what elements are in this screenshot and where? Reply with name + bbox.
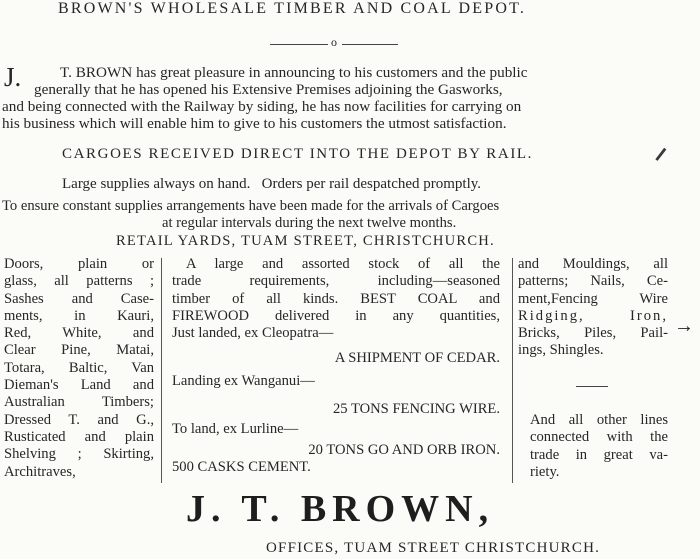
other-lines-line: riety. bbox=[530, 463, 560, 480]
margin-pencil-mark-middle: → bbox=[674, 315, 694, 337]
offices-line: OFFICES, TUAM STREET CHRISTCHURCH. bbox=[266, 540, 601, 556]
supplies-line-1: Large supplies always on hand. Orders per rail despatched promptly. bbox=[62, 176, 482, 192]
left-col-line: Doors, plain or bbox=[4, 256, 154, 272]
right-col-line: Ridging, Iron, bbox=[518, 307, 668, 324]
column-rule-right bbox=[512, 258, 513, 483]
iron-line: 20 TONS GO AND ORB IRON. bbox=[308, 441, 500, 458]
middle-col-line: A large and assorted stock of all the bbox=[186, 256, 500, 272]
intro-line-1: T. BROWN has great pleasure in announcing to his customers and the public bbox=[60, 64, 528, 81]
left-col-line: Rusticated and plain bbox=[4, 428, 154, 445]
wanganui-line: Landing ex Wanganui— bbox=[172, 372, 315, 389]
cement-line: 500 CASKS CEMENT. bbox=[172, 458, 311, 475]
left-col-line: Red, White, and bbox=[4, 325, 154, 342]
left-col-line: Totara, Baltic, Van bbox=[4, 359, 154, 376]
left-col-line: Dressed T. and G., bbox=[4, 411, 154, 428]
ornament-rule-left bbox=[270, 44, 328, 45]
left-col-line: Sashes and Case- bbox=[4, 290, 154, 307]
drop-initial: J. bbox=[4, 62, 22, 92]
supplies-line-2: To ensure constant supplies arrangements have been made for the arrivals of Cargoes bbox=[2, 198, 500, 214]
ornament-rule-right bbox=[342, 44, 398, 45]
column-rule-left bbox=[161, 258, 162, 483]
left-col-line: ments, in Kauri, bbox=[4, 307, 154, 324]
margin-pencil-mark-top: ⹝ bbox=[645, 126, 675, 178]
left-col-line: Architraves, bbox=[4, 463, 76, 480]
right-column-divider bbox=[576, 386, 608, 387]
middle-col-line: FIREWOOD delivered in any quantities, bbox=[172, 307, 500, 324]
ornament-mark: o bbox=[331, 35, 337, 49]
other-lines-line: trade in great va- bbox=[530, 446, 668, 463]
advert-title: BROWN'S WHOLESALE TIMBER AND COAL DEPOT. bbox=[58, 0, 527, 17]
right-col-line: ings, Shingles. bbox=[518, 342, 604, 359]
middle-col-line: trade requirements, including—seasoned bbox=[172, 273, 500, 290]
retail-yards-heading: RETAIL YARDS, TUAM STREET, CHRISTCHURCH. bbox=[116, 233, 495, 249]
left-col-line: Shelving ; Skirting, bbox=[4, 446, 154, 463]
intro-line-2: generally that he has opened his Extensive Premises adjoining the Gasworks, bbox=[34, 81, 503, 98]
fencing-wire-line: 25 TONS FENCING WIRE. bbox=[332, 401, 500, 418]
right-column-other-lines bbox=[530, 412, 668, 481]
middle-col-line: Just landed, ex Cleopatra— bbox=[172, 325, 334, 342]
left-col-line: glass, all patterns ; bbox=[4, 273, 154, 290]
left-col-line: Dieman's Land and bbox=[4, 377, 154, 394]
intro-line-4: his business which will enable him to give to his customers the utmost satisfaction. bbox=[2, 115, 507, 132]
right-col-line: and Mouldings, all bbox=[518, 256, 668, 272]
brown-signature: J. T. BROWN, bbox=[186, 488, 495, 530]
middle-column bbox=[172, 256, 500, 476]
lurline-line: To land, ex Lurline— bbox=[172, 421, 299, 438]
left-column bbox=[4, 256, 154, 481]
intro-line-3: and being connected with the Railway by siding, he has now facilities for carrying on bbox=[2, 98, 522, 115]
cargoes-heading: CARGOES RECEIVED DIRECT INTO THE DEPOT BY RAIL. bbox=[62, 146, 534, 162]
left-col-line: Clear Pine, Matai, bbox=[4, 342, 154, 359]
right-col-line: Bricks, Piles, Pail- bbox=[518, 325, 668, 342]
other-lines-line: And all other lines bbox=[530, 412, 668, 428]
right-column bbox=[518, 256, 668, 360]
right-col-line: ment,Fencing Wire bbox=[518, 290, 668, 307]
supplies-line-3: at regular intervals during the next twelve months. bbox=[162, 215, 457, 231]
other-lines-line: connected with the bbox=[530, 429, 668, 446]
right-col-line: patterns; Nails, Ce- bbox=[518, 273, 668, 290]
cedar-shipment: A SHIPMENT OF CEDAR. bbox=[334, 350, 500, 367]
middle-col-line: timber of all kinds. BEST COAL and bbox=[172, 290, 500, 307]
left-col-line: Australian Timbers; bbox=[4, 394, 154, 411]
